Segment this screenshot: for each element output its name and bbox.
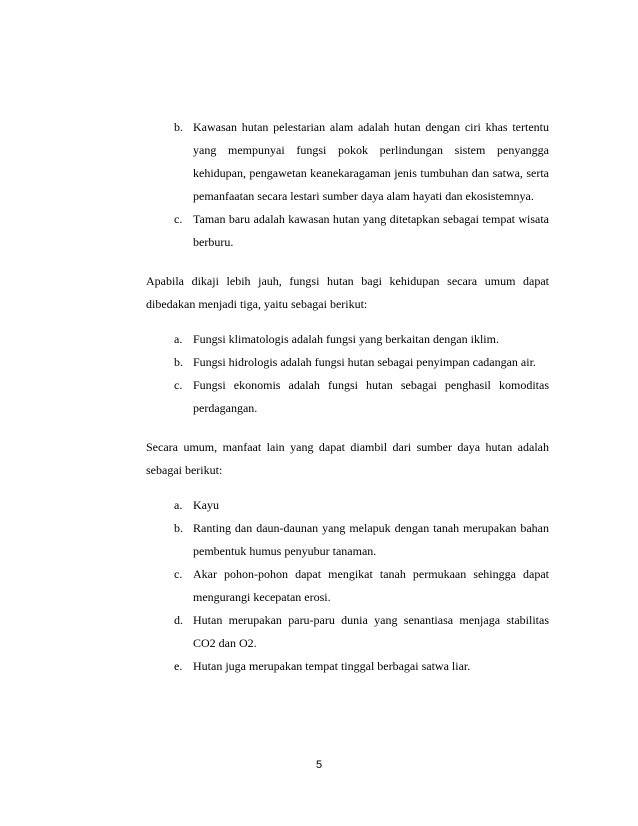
list-marker: b. — [174, 355, 183, 369]
list-item — [146, 328, 549, 351]
list-item-text: Fungsi klimatologis adalah fungsi yang berkaitan dengan iklim. — [193, 332, 499, 346]
list-marker: c. — [174, 567, 183, 581]
forest-function-list — [146, 328, 549, 420]
paragraph-forest-functions: Apabila dikaji lebih jauh, fungsi hutan bagi kehidupan secara umum dapat dibedakan menjadi tiga, yaitu sebagai berikut: — [146, 274, 549, 311]
forest-type-list — [146, 116, 549, 254]
list-marker: b. — [174, 521, 183, 535]
list-item-text: Fungsi ekonomis adalah fungsi hutan sebagai penghasil komoditas perdagangan. — [193, 378, 549, 415]
list-item-text: Kawasan hutan pelestarian alam adalah hutan dengan ciri khas tertentu yang mempunyai fungsi pokok perlindungan sistem penyangga kehidupan, pengawetan keanekaragaman jenis tumbuhan dan satwa, serta pemanfaatan secara lestari sumber daya alam hayati dan ekosistemnya. — [193, 120, 549, 203]
list-marker: b. — [174, 120, 183, 134]
page-number: 5 — [315, 759, 323, 771]
list-item — [146, 517, 549, 563]
list-item-text: Kayu — [193, 498, 219, 512]
list-marker: c. — [174, 212, 183, 226]
list-item-text: Hutan merupakan paru-paru dunia yang senantiasa menjaga stabilitas CO2 dan O2. — [193, 613, 549, 650]
list-item-text: Fungsi hidrologis adalah fungsi hutan sebagai penyimpan cadangan air. — [193, 355, 536, 369]
list-item-text: Taman baru adalah kawasan hutan yang ditetapkan sebagai tempat wisata berburu. — [193, 212, 549, 249]
paragraph-forest-benefits: Secara umum, manfaat lain yang dapat diambil dari sumber daya hutan adalah sebagai berikut: — [146, 440, 549, 477]
list-item — [146, 208, 549, 254]
list-item-text: Ranting dan daun-daunan yang melapuk dengan tanah merupakan bahan pembentuk humus penyubur tanaman. — [193, 521, 549, 558]
list-item — [146, 494, 549, 517]
list-marker: c. — [174, 378, 183, 392]
list-item — [146, 116, 549, 208]
page-content — [146, 116, 549, 678]
list-item — [146, 609, 549, 655]
list-item — [146, 374, 549, 420]
list-item — [146, 655, 549, 678]
list-item — [146, 351, 549, 374]
list-item-text: Hutan juga merupakan tempat tinggal berbagai satwa liar. — [193, 659, 471, 673]
list-marker: e. — [174, 659, 183, 673]
list-marker: a. — [174, 332, 183, 346]
list-marker: a. — [174, 498, 183, 512]
list-marker: d. — [174, 613, 183, 627]
forest-benefit-list — [146, 494, 549, 678]
list-item — [146, 563, 549, 609]
list-item-text: Akar pohon-pohon dapat mengikat tanah permukaan sehingga dapat mengurangi kecepatan erosi. — [193, 567, 549, 604]
